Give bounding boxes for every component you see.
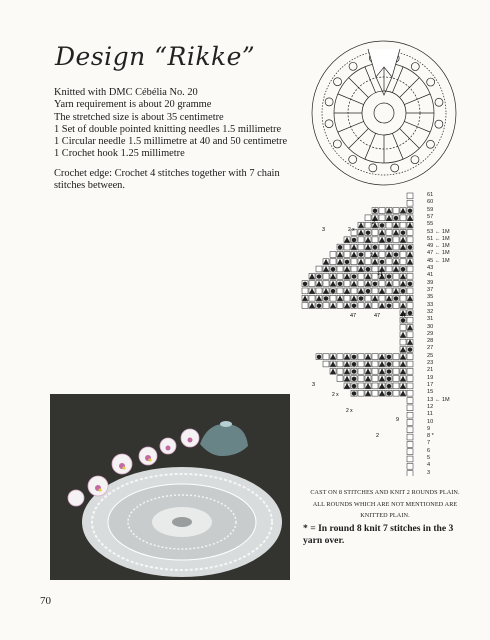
spec-line: Yarn requirement is about 20 gramme [54, 99, 212, 111]
chart-cell [400, 222, 406, 228]
diagram-eyelet [325, 98, 333, 106]
round-number: 37 [427, 287, 434, 293]
repeat-count-label: 47 [374, 313, 381, 319]
chart-symbol-knit [331, 289, 335, 293]
chart-symbol-knit [338, 282, 342, 286]
chart-symbol-knit [394, 296, 398, 300]
chart-cell [344, 251, 350, 257]
chart-symbol-knit [408, 311, 412, 315]
round-number: 32 [427, 308, 434, 315]
round-number: 41 [427, 272, 434, 279]
chart-cell [358, 273, 364, 279]
spec-line: 1 Crochet hook 1.25 millimetre [54, 148, 185, 160]
chart-cell [379, 281, 385, 287]
chart-cell [393, 368, 399, 374]
round-number: 45 ← 1M [427, 257, 450, 264]
diagram-eyelet [349, 155, 357, 163]
chart-symbol-knit [352, 275, 356, 279]
chart-symbol-knit [338, 245, 342, 249]
chart-cell [393, 361, 399, 367]
chart-cell [372, 390, 378, 396]
chart-cell [358, 361, 364, 367]
chart-symbol-knit [387, 362, 391, 366]
chart-cell [400, 259, 406, 265]
chart-symbol-knit [331, 267, 335, 271]
chart-cell [393, 237, 399, 243]
round-number: 12 [427, 403, 434, 410]
chart-cell [365, 295, 371, 301]
round-number: 53 ← 1M [427, 228, 450, 235]
chart-cell [365, 222, 371, 228]
footnote-mark: * [303, 523, 308, 534]
chart-cell [358, 303, 364, 309]
chart-symbol-knit [324, 296, 328, 300]
chart-symbol-knit [380, 260, 384, 264]
chart-symbol-knit [394, 216, 398, 220]
chart-symbol-knit [352, 355, 356, 359]
diagram-spoke [349, 129, 369, 149]
chart-symbol-knit [387, 304, 391, 308]
diagram-eyelet [369, 164, 377, 172]
chart-cell [323, 281, 329, 287]
chart-cell [407, 361, 413, 367]
page-title: Design “Rikke” [55, 42, 256, 71]
chart-symbol-knit [366, 267, 370, 271]
chart-cell [372, 383, 378, 389]
stitch-count: 2 [376, 433, 380, 439]
chart-cell [323, 273, 329, 279]
chart-symbol-knit [352, 384, 356, 388]
chart-cell [393, 244, 399, 250]
chart-cell [372, 288, 378, 294]
diagram-eyelet [435, 98, 443, 106]
diagram-spoke [404, 94, 430, 105]
chart-symbol-knit [387, 238, 391, 242]
chart-cell [393, 273, 399, 279]
diagram-eyelet [325, 120, 333, 128]
chart-cell [337, 354, 343, 360]
repeat-2x-label: 2 x [370, 253, 377, 259]
round-number: 25 [427, 352, 434, 359]
diagram-eyelet [435, 120, 443, 128]
chart-cell [372, 354, 378, 360]
chart-cell [386, 288, 392, 294]
repeat-2x-label: 2 x [348, 227, 355, 233]
chart-symbol-knit [387, 355, 391, 359]
chart-cell [379, 251, 385, 257]
chart-symbol-knit [387, 384, 391, 388]
cast-on-notes [300, 487, 470, 522]
chart-symbol-knit [303, 282, 307, 286]
chart-cell [393, 376, 399, 382]
round-number: 35 [427, 294, 434, 301]
round-number: 6 [427, 447, 431, 454]
chart-cell [330, 259, 336, 265]
diagram-eyelet [427, 78, 435, 86]
chart-symbol-knit [401, 289, 405, 293]
chart-cell [407, 368, 413, 374]
chart-cell [351, 266, 357, 272]
spec-line: The stretched size is about 35 centimetre [54, 111, 224, 123]
chart-cell [309, 281, 315, 287]
round-number: 4 [427, 462, 431, 469]
chart-cell [407, 441, 413, 447]
round-number: 55 [427, 221, 434, 228]
chart-cell [407, 273, 413, 279]
chart-cell [365, 215, 371, 221]
round-number: 13 ← 1M [427, 396, 450, 403]
chart-cell [323, 361, 329, 367]
repeat-count-label: 47 [350, 313, 357, 319]
chart-symbol-knit [352, 304, 356, 308]
chart-cell [407, 354, 413, 360]
round-number: 57 [427, 213, 434, 220]
chart-cell [337, 376, 343, 382]
chart-cell [337, 266, 343, 272]
round-number: 29 [427, 330, 434, 337]
chart-cell [393, 383, 399, 389]
chart-symbol-knit [387, 370, 391, 374]
chart-symbol-knit [408, 282, 412, 286]
repeat-2x-label: 2 x [332, 392, 339, 398]
chart-symbol-knit [387, 391, 391, 395]
chart-symbol-knit [408, 348, 412, 352]
chart-symbol-knit [408, 245, 412, 249]
diagram-spoke [365, 133, 376, 159]
chart-cell [358, 244, 364, 250]
chart-cell [337, 303, 343, 309]
chart-cell [337, 361, 343, 367]
chart-cell [372, 230, 378, 236]
chart-symbol-knit [345, 260, 349, 264]
repeat-count-label: 47 [400, 313, 407, 319]
round-number: 59 [427, 206, 434, 213]
chart-symbol-knit [380, 223, 384, 227]
chart-symbol-knit [317, 275, 321, 279]
spec-line: Knitted with DMC Cébélia No. 20 [54, 87, 198, 98]
chart-cell [407, 390, 413, 396]
round-number: 33 [427, 301, 434, 308]
stitch-count: 11 [377, 271, 383, 277]
round-number: 10 [427, 418, 434, 425]
chart-symbol-knit [359, 253, 363, 257]
spec-line: 1 Set of double pointed knitting needles 1.5 millimetre [54, 123, 282, 135]
crochet-edge-instruction: Crochet edge: Crochet 4 stitches together with 7 chain stitches between. [54, 168, 280, 192]
chart-cell [358, 383, 364, 389]
footnote [303, 523, 473, 546]
spec-line: 1 Circular needle 1.5 millimetre at 40 and 50 centimetre [54, 136, 288, 148]
chart-cell [407, 237, 413, 243]
chart-cell [407, 398, 413, 404]
chart-cell [407, 317, 413, 323]
round-number: 28 [427, 338, 434, 345]
chart-cell [407, 376, 413, 382]
chart-cell [393, 354, 399, 360]
diagram-eyelet [426, 140, 434, 148]
round-number: 15 [427, 389, 434, 396]
chart-cell [393, 390, 399, 396]
note-line: CAST ON 8 STITCHES AND KNIT 2 ROUNDS PLAIN. [310, 489, 460, 496]
chart-cell [330, 295, 336, 301]
diagram-spoke [338, 121, 364, 132]
chart-symbol-knit [401, 267, 405, 271]
chart-symbol-knit [408, 209, 412, 213]
chart-symbol-knit [352, 370, 356, 374]
diagram-eyelet [411, 156, 419, 164]
round-number: 39 [427, 279, 434, 286]
chart-symbol-knit [401, 231, 405, 235]
chart-cell [358, 237, 364, 243]
chart-cell [344, 281, 350, 287]
round-number: 30 [427, 323, 434, 330]
chart-cell [344, 295, 350, 301]
note-line: KNITTED PLAIN. [360, 512, 410, 519]
chart-cell [379, 244, 385, 250]
round-number: 5 [427, 455, 431, 462]
chart-cell [302, 288, 308, 294]
chart-cell [309, 295, 315, 301]
doily-diagram [300, 37, 468, 187]
knitting-chart [300, 191, 425, 476]
diagram-eyelet [333, 140, 341, 148]
diagram-eyelet [334, 78, 342, 86]
chart-cell [372, 376, 378, 382]
chart-cell [372, 237, 378, 243]
chart-symbol-knit [317, 355, 321, 359]
chart-cell [351, 259, 357, 265]
chart-symbol-knit [352, 238, 356, 242]
chart-cell [407, 420, 413, 426]
chart-cell [386, 222, 392, 228]
diagram-spoke [400, 129, 420, 149]
chart-cell [407, 266, 413, 272]
chart-cell [358, 354, 364, 360]
round-number: 21 [427, 367, 434, 374]
stitch-count: 3 [312, 382, 316, 388]
chart-cell [407, 383, 413, 389]
chart-symbol-knit [373, 282, 377, 286]
chart-cell [372, 303, 378, 309]
chart-cell [386, 266, 392, 272]
specs-list [54, 87, 287, 161]
diagram-eyelet [349, 62, 357, 70]
round-number: 60 [427, 199, 434, 206]
diagram-spoke [404, 121, 430, 132]
round-number: 31 [427, 316, 434, 323]
chart-symbol-knit [352, 391, 356, 395]
round-number: 61 [427, 192, 434, 198]
chart-cell [400, 295, 406, 301]
chart-cell [344, 244, 350, 250]
chart-cell [386, 259, 392, 265]
chart-cell [407, 405, 413, 411]
round-number: 51 ← 1M [427, 235, 450, 242]
chart-symbol-knit [366, 231, 370, 235]
chart-symbol-knit [373, 209, 377, 213]
chart-cell [407, 427, 413, 433]
chart-cell [407, 456, 413, 462]
chart-cell [407, 288, 413, 294]
chart-symbol-knit [359, 296, 363, 300]
chart-cell [379, 295, 385, 301]
note-line: ALL ROUNDS WHICH ARE NOT MENTIONED ARE [312, 500, 458, 508]
chart-cell [302, 303, 308, 309]
chart-symbol-knit [387, 377, 391, 381]
round-number: 27 [427, 345, 434, 352]
stitch-count: 3 [322, 227, 326, 233]
stitch-count: 2 [372, 220, 376, 226]
chart-cell [337, 368, 343, 374]
chart-cell [379, 208, 385, 214]
chart-cell [407, 303, 413, 309]
chart-cell [393, 303, 399, 309]
diagram-spoke [400, 78, 420, 98]
round-number: 11 [427, 411, 433, 418]
doily-photo [50, 394, 290, 580]
round-number: 47 ← 1M [427, 250, 450, 257]
chart-cell [323, 303, 329, 309]
chart-cell [400, 325, 406, 331]
chart-cell [337, 273, 343, 279]
round-number: 17 [427, 382, 434, 388]
chart-cell [330, 251, 336, 257]
chart-cell [365, 259, 371, 265]
chart-symbol-knit [373, 245, 377, 249]
chart-cell [407, 200, 413, 206]
diagram-eyelet [411, 63, 419, 71]
chart-cell [407, 449, 413, 455]
chart-cell [407, 471, 413, 476]
round-number: 9 [427, 425, 431, 432]
diagram-spoke [392, 133, 403, 159]
chart-cell [323, 354, 329, 360]
diagram-spoke [349, 78, 369, 98]
chart-symbol-knit [366, 289, 370, 293]
diagram-spoke [338, 94, 364, 105]
chart-cell [407, 434, 413, 440]
round-number: 43 [427, 265, 434, 272]
round-number: 23 [427, 360, 434, 367]
repeat-2x-label: 2 x [346, 408, 353, 414]
round-number: 7 [427, 440, 431, 447]
round-number: 49 ← 1M [427, 243, 450, 250]
chart-cell [393, 281, 399, 287]
chart-cell [316, 266, 322, 272]
chart-cell [358, 368, 364, 374]
chart-symbol-knit [352, 362, 356, 366]
chart-cell [337, 288, 343, 294]
chart-cell [393, 208, 399, 214]
footnote-text: = In round 8 knit 7 stitches in the 3 yarn over. [303, 523, 454, 546]
chart-symbol-knit [387, 275, 391, 279]
chart-cell [407, 230, 413, 236]
chart-cell [407, 193, 413, 199]
chart-cell [407, 332, 413, 338]
round-number: 3 [427, 469, 431, 476]
chart-cell [407, 412, 413, 418]
chart-cell [372, 361, 378, 367]
page-number: 70 [40, 595, 51, 607]
chart-cell [351, 288, 357, 294]
round-number: 8 * [427, 433, 434, 440]
round-number: 19 [427, 374, 434, 381]
chart-cell [400, 215, 406, 221]
chart-cell [316, 288, 322, 294]
chart-cell [358, 390, 364, 396]
chart-cell [358, 281, 364, 287]
chart-cell [372, 368, 378, 374]
diagram-eyelet [391, 164, 399, 172]
chart-cell [379, 215, 385, 221]
chart-cell [400, 251, 406, 257]
chart-symbol-knit [317, 304, 321, 308]
chart-cell [407, 463, 413, 469]
stitch-count: 9 [396, 417, 400, 423]
chart-symbol-knit [352, 377, 356, 381]
chart-cell [386, 230, 392, 236]
chart-symbol-knit [394, 253, 398, 257]
chart-cell [400, 339, 406, 345]
chart-cell [358, 376, 364, 382]
